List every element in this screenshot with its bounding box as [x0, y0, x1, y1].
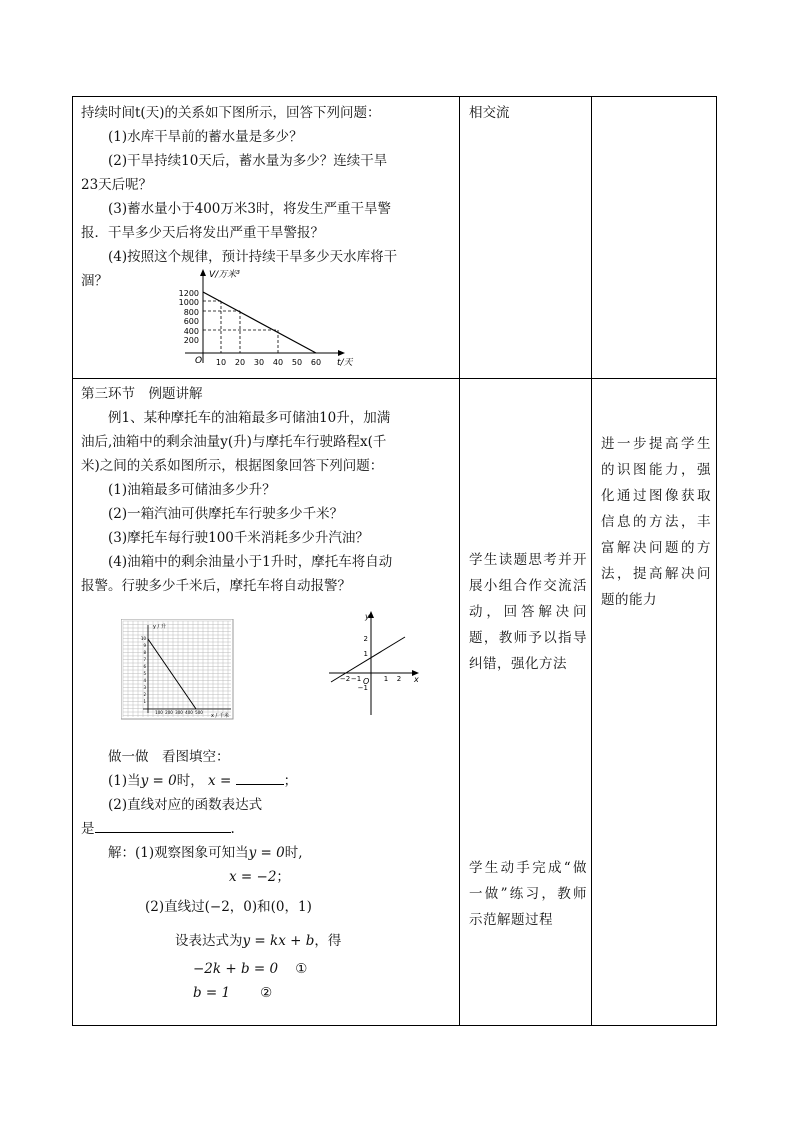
- do-it-heading: 做一做 看图填空：: [108, 749, 230, 765]
- x-axis-arrow: [338, 350, 345, 356]
- y-tick: 3: [143, 685, 146, 690]
- y-tick: 7: [143, 657, 146, 662]
- y-tick: 1200: [178, 289, 199, 298]
- x-tick-labels: [216, 358, 321, 367]
- x-tick: 500: [195, 710, 203, 715]
- section1-question-1: (1)水库干旱前的蓄水量是多少？: [108, 129, 303, 145]
- y-tick: 10: [140, 636, 146, 641]
- reservoir-line: [203, 292, 316, 353]
- x-tick: 2: [396, 675, 402, 683]
- y-tick: 5: [143, 671, 146, 676]
- y-tick: 8: [143, 650, 146, 655]
- linear-function-graph: [325, 607, 425, 719]
- x-axis-label: x / 千米: [211, 713, 229, 719]
- column-divider: [459, 97, 460, 1025]
- example-line: 例1、某种摩托车的油箱最多可储油10升，加满: [108, 410, 391, 426]
- solution-line-3: 设表达式为y = kx + b，得: [175, 933, 342, 949]
- y-tick: 400: [183, 327, 199, 336]
- solution-x-value: x = −2；: [229, 869, 290, 885]
- math-expression: y = 0: [140, 773, 177, 789]
- y-tick: 6: [143, 664, 146, 669]
- section1-student-activity: 相交流: [469, 105, 510, 121]
- x-tick: 10: [215, 358, 227, 367]
- section2-content: [81, 382, 455, 598]
- x-tick: 200: [165, 710, 173, 715]
- solution-line-2: (2)直线过(−2，0)和(0，1): [145, 899, 312, 915]
- row-divider: [73, 378, 716, 379]
- equation-2: b = 1 ②: [193, 985, 273, 1001]
- section1-line: 23天后呢？: [81, 177, 153, 193]
- example-question-4: (4)油箱中的剩余油量小于1升时，摩托车将自动: [108, 554, 393, 570]
- fuel-graph: [121, 619, 237, 721]
- math-expression: y = 0: [248, 845, 285, 861]
- example-question-1: (1)油箱最多可储油多少升？: [108, 482, 276, 498]
- lesson-table: [72, 96, 717, 1026]
- do-it-section: [81, 745, 455, 1005]
- y-tick: 1: [143, 699, 146, 704]
- x-tick: 50: [291, 358, 303, 367]
- y-tick: 2: [363, 635, 368, 643]
- y-axis-arrow: [200, 269, 206, 276]
- y-tick: 200: [183, 336, 199, 345]
- x-axis-label: t/天: [337, 358, 353, 368]
- x-tick: 100: [155, 710, 163, 715]
- x-tick: 1: [383, 675, 389, 683]
- answer-blank-1[interactable]: [236, 770, 284, 785]
- fill-question-2: (2)直线对应的函数表达式: [108, 797, 263, 813]
- x-tick: 30: [253, 358, 265, 367]
- section1-line: 报．干旱多少天后将发出严重干旱警报？: [81, 225, 324, 241]
- y-axis-label: y / 升: [153, 624, 166, 630]
- example-line: 米)之间的关系如图所示，根据图象回答下列问题：: [81, 458, 384, 474]
- solution-line-1: 解：(1)观察图象可知当y = 0时,: [108, 845, 303, 861]
- y-axis-label: V/万米³: [209, 270, 240, 280]
- function-line: [331, 637, 405, 682]
- y-tick: 2: [143, 692, 146, 697]
- y-tick: 1000: [178, 298, 199, 307]
- equation-number: ①: [295, 961, 308, 977]
- y-axis-label: y: [365, 612, 370, 621]
- answer-blank-2[interactable]: [95, 818, 231, 833]
- x-tick-labels: [155, 710, 203, 715]
- section1-content: [81, 101, 453, 293]
- math-expression: x =: [208, 773, 232, 789]
- section1-question-4: (4)按照这个规律，预计持续干旱多少天水库将干: [108, 249, 398, 265]
- example-question-3: (3)摩托车每行驶100千米消耗多少升汽油？: [108, 530, 369, 546]
- section2-heading: 第三环节 例题讲解: [81, 386, 203, 402]
- reservoir-graph: [173, 267, 373, 371]
- equation-1: −2k + b = 0 ①: [193, 961, 308, 977]
- x-tick: 400: [185, 710, 193, 715]
- section1-line: 持续时间t(天)的关系如下图所示，回答下列问题：: [81, 105, 381, 121]
- x-tick: −2: [339, 675, 351, 683]
- x-tick: 20: [234, 358, 246, 367]
- example-line: 报警。行驶多少千米后，摩托车将自动报警？: [81, 578, 351, 594]
- student-activity-1: 学生读题思考并开展小组合作交流活动，回答解决问题，教师予以指导纠错，强化方法: [469, 552, 587, 672]
- section1-question-3: (3)蓄水量小于400万米3时，将发生严重干旱警: [108, 201, 391, 217]
- origin-label: O: [195, 356, 203, 366]
- student-activity-2: 学生动手完成“做一做”练习，教师示范解题过程: [469, 860, 587, 928]
- y-tick: 4: [143, 678, 146, 683]
- y-tick-labels: [358, 635, 368, 692]
- x-tick: 300: [175, 710, 183, 715]
- y-tick: −1: [357, 684, 368, 692]
- column-divider: [591, 97, 592, 1025]
- y-tick: 9: [143, 643, 146, 648]
- y-tick: 800: [183, 308, 199, 317]
- origin-label: O: [363, 677, 370, 686]
- fill-question-1: (1)当y = 0时， x = ；: [81, 769, 455, 793]
- design-intent: 进一步提高学生的识图能力，强化通过图像获取信息的方法，丰富解决问题的方法，提高解决问题的能力: [601, 436, 711, 608]
- example-question-2: (2)一箱汽油可供摩托车行驶多少千米？: [108, 506, 344, 522]
- y-tick: 600: [183, 317, 199, 326]
- example-line: 油后,油箱中的剩余油量y(升)与摩托车行驶路程x(千: [81, 434, 387, 450]
- y-tick: 1: [363, 650, 368, 658]
- fill-question-2-blank-line: 是 .: [81, 817, 455, 841]
- x-tick: −1: [350, 675, 362, 683]
- x-axis-label: x: [414, 675, 419, 684]
- x-tick: 60: [310, 358, 322, 367]
- math-expression: y = kx + b: [242, 933, 315, 949]
- equation-number: ②: [260, 985, 273, 1001]
- x-tick: 40: [272, 358, 284, 367]
- y-tick-labels: [179, 289, 199, 345]
- section1-line: 涸？: [81, 273, 108, 289]
- section1-question-2: (2)干旱持续10天后，蓄水量为多少？连续干旱: [108, 153, 388, 169]
